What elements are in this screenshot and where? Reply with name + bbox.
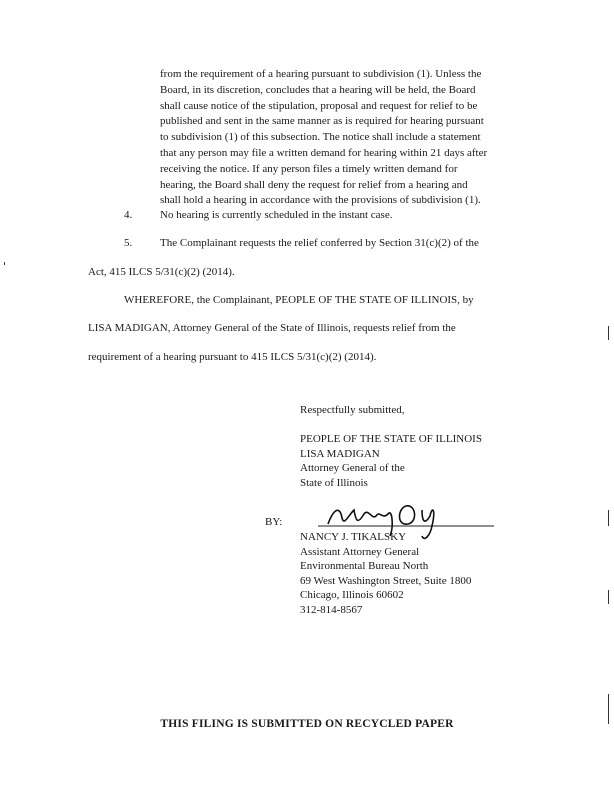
quote-line: from the requirement of a hearing pursuant to subdivision (1). Unless the — [160, 68, 482, 80]
party-block — [300, 432, 482, 490]
margin-mark — [608, 694, 609, 724]
quote-line: shall cause notice of the stipulation, proposal and request for relief to be — [160, 99, 478, 112]
party-line: State of Illinois — [300, 476, 368, 489]
margin-mark — [608, 510, 609, 526]
party-line: LISA MADIGAN — [300, 447, 380, 460]
margin-mark — [4, 262, 5, 265]
margin-mark — [608, 590, 609, 604]
margin-mark — [608, 326, 609, 340]
signer-line: Environmental Bureau North — [300, 560, 429, 572]
wherefore-line-1: WHEREFORE, the Complainant, PEOPLE OF THE STATE OF ILLINOIS, by — [124, 294, 474, 306]
by-label: BY: — [265, 516, 283, 528]
signer-block — [300, 530, 471, 617]
closing: Respectfully submitted, — [300, 404, 405, 416]
quote-line: receiving the notice. If any person files a timely written demand for — [160, 162, 458, 175]
recycled-paper-footer: THIS FILING IS SUBMITTED ON RECYCLED PAPER — [160, 718, 454, 730]
wherefore-line-2: LISA MADIGAN, Attorney General of the State of Illinois, requests relief from the — [88, 322, 456, 334]
quote-line: that any person may file a written demand for hearing within 21 days after — [160, 146, 488, 159]
signer-line: Chicago, Illinois 60602 — [300, 589, 404, 601]
paragraph-5-continuation: Act, 415 ILCS 5/31(c)(2) (2014). — [88, 266, 235, 278]
quote-line: Board, in its discretion, concludes that a hearing will be held, the Board — [160, 83, 476, 96]
signer-line: Assistant Attorney General — [300, 545, 420, 558]
statute-quote — [160, 67, 520, 209]
signer-line: NANCY J. TIKALSKY — [300, 531, 407, 543]
paragraph-number: 5. — [124, 237, 133, 249]
signer-line: 312-814-8567 — [300, 603, 363, 616]
paragraph-number: 4. — [124, 209, 133, 221]
paragraph-text: The Complainant requests the relief conferred by Section 31(c)(2) of the — [160, 237, 479, 249]
signer-line: 69 West Washington Street, Suite 1800 — [300, 574, 472, 587]
quote-line: to subdivision (1) of this subsection. The notice shall include a statement — [160, 131, 481, 144]
party-line: PEOPLE OF THE STATE OF ILLINOIS — [300, 433, 482, 445]
quote-line: hearing, the Board shall deny the request for relief from a hearing and — [160, 178, 468, 191]
wherefore-line-3: requirement of a hearing pursuant to 415 ILCS 5/31(c)(2) (2014). — [88, 351, 377, 363]
paragraph-text: No hearing is currently scheduled in the instant case. — [160, 209, 393, 221]
quote-line: shall hold a hearing in accordance with the provisions of subdivision (1). — [160, 194, 481, 207]
party-line: Attorney General of the — [300, 462, 405, 474]
quote-line: published and sent in the same manner as is required for hearing pursuant — [160, 115, 484, 128]
